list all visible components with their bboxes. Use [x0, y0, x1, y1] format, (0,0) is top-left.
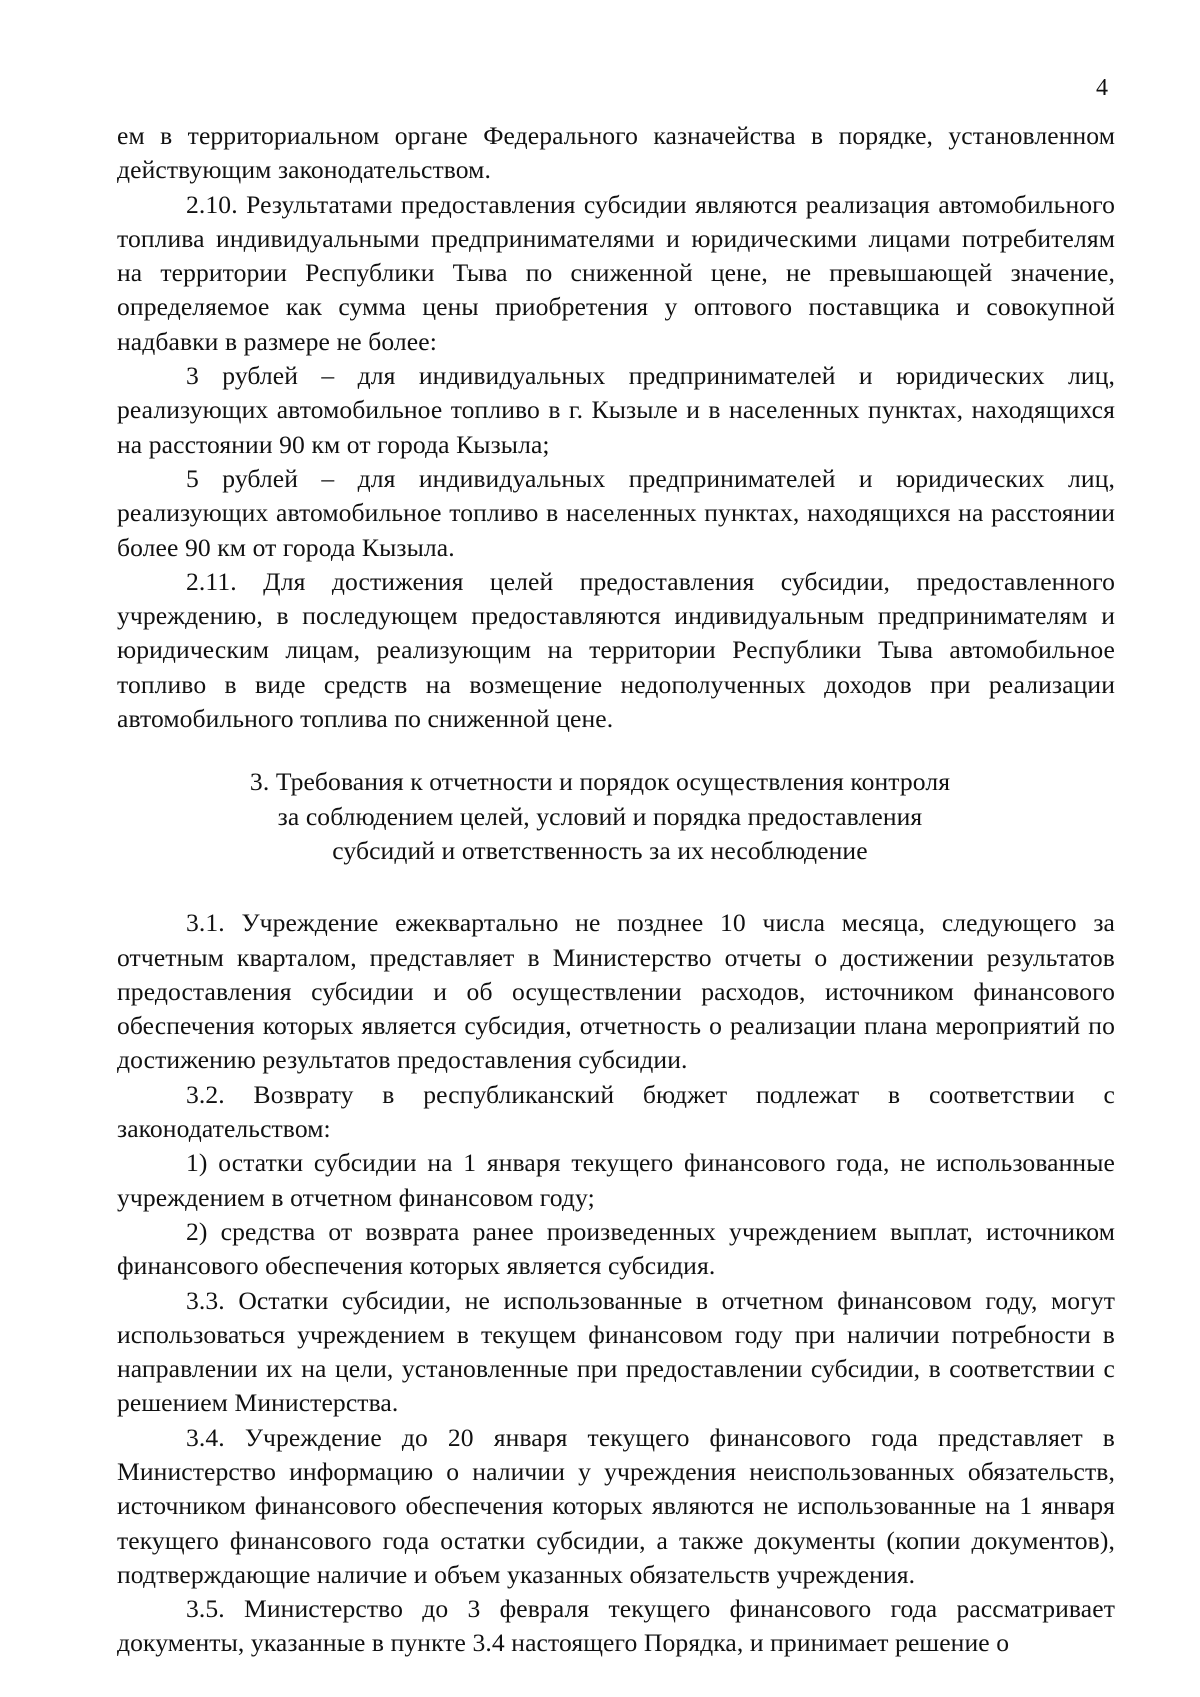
paragraph-3-3: 3.3. Остатки субсидии, не использованные в отчетном финансовом году, могут использоваться учреждением в текущем финансовом году при наличии потребности в направлении их на цели, установленные при предоставлении субсидии, в соответствии с решением Министерства.: [117, 1285, 1115, 1418]
section-heading-line-3: субсидий и ответственность за их несоблюдение: [332, 835, 868, 865]
paragraph-3-5: 3.5. Министерство до 3 февраля текущего финансового года рассматривает документы, указанные в пункте 3.4 настоящего Порядка, и принимает решение о: [117, 1594, 1115, 1658]
paragraphs-before-section: [117, 119, 1115, 736]
page-number: 4: [1096, 75, 1108, 101]
paragraph-continuation: ем в территориальном органе Федерального казначейства в порядке, установленном действующим законодательством.: [117, 121, 1115, 185]
paragraph-3-1: 3.1. Учреждение ежеквартально не позднее 10 числа месяца, следующего за отчетным кварталом, представляет в Министерство отчеты о достижении результатов предоставления субсидии и об осуществлении расходов, источником финансового обеспечения которых является субсидия, отчетность о реализации плана мероприятий по достижению результатов предоставления субсидии.: [117, 908, 1115, 1075]
paragraph-2-10: 2.10. Результатами предоставления субсидии являются реализация автомобильного топлива индивидуальными предпринимателями и юридическими лицами потребителям на территории Республики Тыва по сниженной цене, не превышающей значение, определяемое как сумма цены приобретения у оптового поставщика и совокупной надбавки в размере не более:: [117, 189, 1115, 356]
paragraph-3-2-item-1: 1) остатки субсидии на 1 января текущего финансового года, не использованные учреждением в отчетном финансовом году;: [117, 1148, 1115, 1212]
paragraph-2-11: 2.11. Для достижения целей предоставления субсидии, предоставленного учреждению, в последующем предоставляются индивидуальным предпринимателям и юридическим лицам, реализующим на территории Республики Тыва автомобильное топливо в виде средств на возмещение недополученных доходов при реализации автомобильного топлива по сниженной цене.: [117, 566, 1115, 734]
paragraph-3-2-item-2: 2) средства от возврата ранее произведенных учреждением выплат, источником финансового обеспечения которых является субсидия.: [117, 1216, 1115, 1281]
section-heading-line-1: 3. Требования к отчетности и порядок осуществления контроля: [249, 767, 951, 797]
document-body: [117, 119, 1115, 1661]
section-3-heading: [117, 765, 1115, 868]
paragraph-2-10-item-3-rub: 3 рублей – для индивидуальных предпринимателей и юридических лиц, реализующих автомобильное топливо в г. Кызыле и в населенных пунктах, находящихся на расстоянии 90 км от города Кызыла;: [117, 361, 1115, 459]
paragraphs-after-section: [117, 906, 1115, 1661]
paragraph-3-4: 3.4. Учреждение до 20 января текущего финансового года представляет в Министерство информацию о наличии у учреждения неиспользованных обязательств, источником финансового обеспечения которых являются не использованные на 1 января текущего финансового года остатки субсидии, а также документы (копии документов), подтверждающие наличие и объем указанных обязательств учреждения.: [117, 1422, 1115, 1589]
paragraph-3-2: 3.2. Возврату в республиканский бюджет подлежат в соответствии с законодательством:: [117, 1079, 1115, 1144]
section-heading-line-2: за соблюдением целей, условий и порядка предоставления: [277, 801, 923, 831]
paragraph-2-10-item-5-rub: 5 рублей – для индивидуальных предпринимателей и юридических лиц, реализующих автомобильное топливо в населенных пунктах, находящихся на расстоянии более 90 км от города Кызыла.: [117, 463, 1115, 562]
